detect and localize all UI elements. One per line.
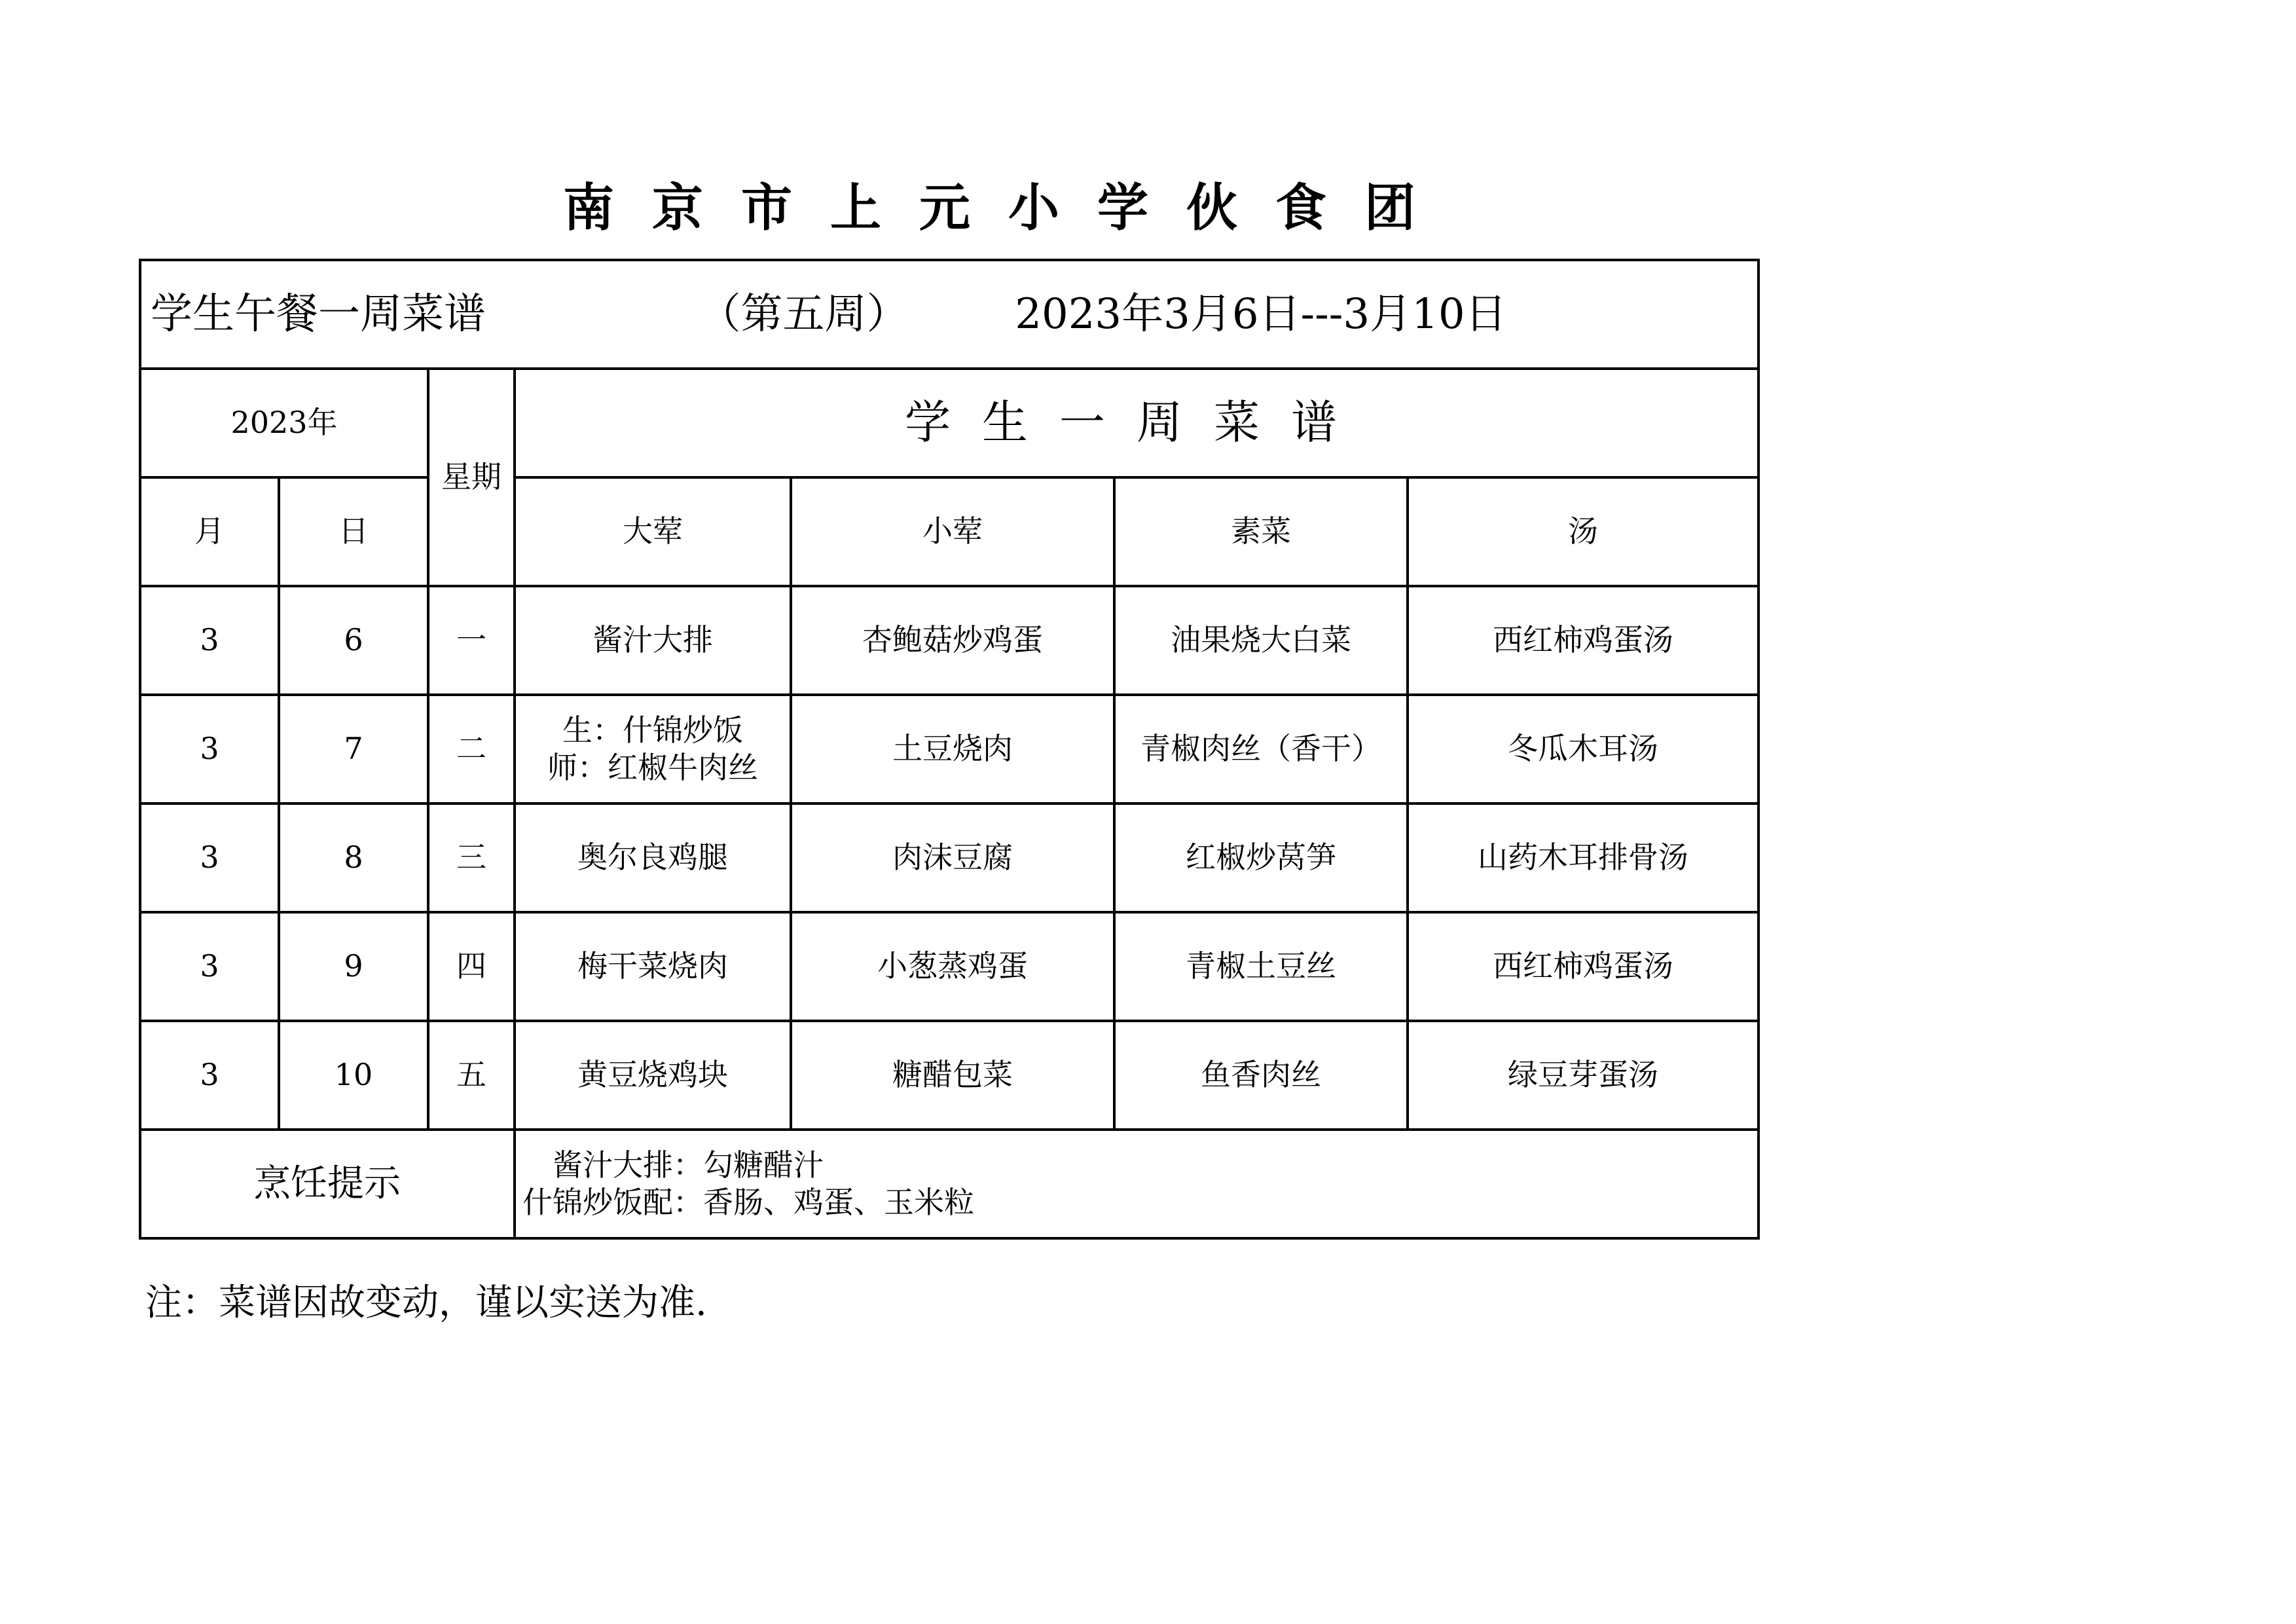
weekday-cell: 一 — [428, 586, 515, 695]
day-cell: 8 — [279, 803, 428, 912]
table-row — [140, 586, 1758, 695]
weekday-cell: 二 — [428, 695, 515, 803]
cooking-tip-2: 什锦炒饭配：香肠、鸡蛋、玉米粒 — [522, 1185, 974, 1220]
day-cell: 10 — [279, 1021, 428, 1130]
month-cell: 3 — [140, 1021, 279, 1130]
menu-name: 学生午餐一周菜谱 — [151, 290, 486, 339]
cooking-tips-row — [140, 1130, 1758, 1238]
table-row — [140, 803, 1758, 912]
cooking-tips-label: 烹饪提示 — [140, 1130, 515, 1238]
side-meat-cell: 土豆烧肉 — [791, 695, 1114, 803]
date-range: 2023年3月6日---3月10日 — [1015, 290, 1507, 339]
vegetable-cell: 油果烧大白菜 — [1114, 586, 1408, 695]
menu-table — [139, 259, 1760, 1240]
soup-cell: 冬瓜木耳汤 — [1408, 695, 1758, 803]
column-header-main-meat: 大荤 — [515, 477, 791, 586]
column-header-vegetable: 素菜 — [1114, 477, 1408, 586]
main-meat-cell — [515, 695, 791, 803]
cooking-tip-1: 酱汁大排：勾糖醋汁 — [553, 1147, 824, 1183]
day-cell: 9 — [279, 912, 428, 1021]
column-header-row — [140, 477, 1758, 586]
side-meat-cell: 小葱蒸鸡蛋 — [791, 912, 1114, 1021]
week-label: （第五周） — [699, 290, 909, 339]
page-title: 南京市上元小学伙食团 — [563, 178, 1454, 238]
table-row — [140, 695, 1758, 803]
vegetable-cell: 红椒炒莴笋 — [1114, 803, 1408, 912]
month-cell: 3 — [140, 803, 279, 912]
table-row — [140, 912, 1758, 1021]
month-cell: 3 — [140, 912, 279, 1021]
month-header: 月 — [140, 477, 279, 586]
vegetable-cell: 青椒肉丝（香干） — [1114, 695, 1408, 803]
weekday-cell: 三 — [428, 803, 515, 912]
weekday-header: 星期 — [428, 369, 515, 586]
day-header: 日 — [279, 477, 428, 586]
footnote: 注：菜谱因故变动，谨以实送为准. — [145, 1282, 707, 1324]
day-cell: 7 — [279, 695, 428, 803]
side-meat-cell: 杏鲍菇炒鸡蛋 — [791, 586, 1114, 695]
column-header-soup: 汤 — [1408, 477, 1758, 586]
soup-cell: 西红柿鸡蛋汤 — [1408, 586, 1758, 695]
main-meat-cell: 奥尔良鸡腿 — [515, 803, 791, 912]
soup-cell: 山药木耳排骨汤 — [1408, 803, 1758, 912]
side-meat-cell: 糖醋包菜 — [791, 1021, 1114, 1130]
column-header-side-meat: 小荤 — [791, 477, 1114, 586]
year-cell: 2023年 — [140, 369, 428, 477]
weekday-cell: 四 — [428, 912, 515, 1021]
side-meat-cell: 肉沫豆腐 — [791, 803, 1114, 912]
soup-cell: 绿豆芽蛋汤 — [1408, 1021, 1758, 1130]
table-row — [140, 1021, 1758, 1130]
cooking-tips — [515, 1130, 1758, 1238]
main-meat-cell: 梅干菜烧肉 — [515, 912, 791, 1021]
soup-cell: 西红柿鸡蛋汤 — [1408, 912, 1758, 1021]
main-meat-cell: 酱汁大排 — [515, 586, 791, 695]
column-group-row — [140, 369, 1758, 477]
day-cell: 6 — [279, 586, 428, 695]
vegetable-cell: 鱼香肉丝 — [1114, 1021, 1408, 1130]
month-cell: 3 — [140, 586, 279, 695]
vegetable-cell: 青椒土豆丝 — [1114, 912, 1408, 1021]
weekday-cell: 五 — [428, 1021, 515, 1130]
weekly-menu-header: 学生一周菜谱 — [515, 369, 1758, 477]
menu-header-row — [140, 260, 1758, 369]
month-cell: 3 — [140, 695, 279, 803]
student-dish: 生：什锦炒饭 — [562, 712, 743, 748]
teacher-dish: 师：红椒牛肉丝 — [547, 750, 758, 785]
menu-header-cell — [140, 260, 1758, 369]
main-meat-cell: 黄豆烧鸡块 — [515, 1021, 791, 1130]
